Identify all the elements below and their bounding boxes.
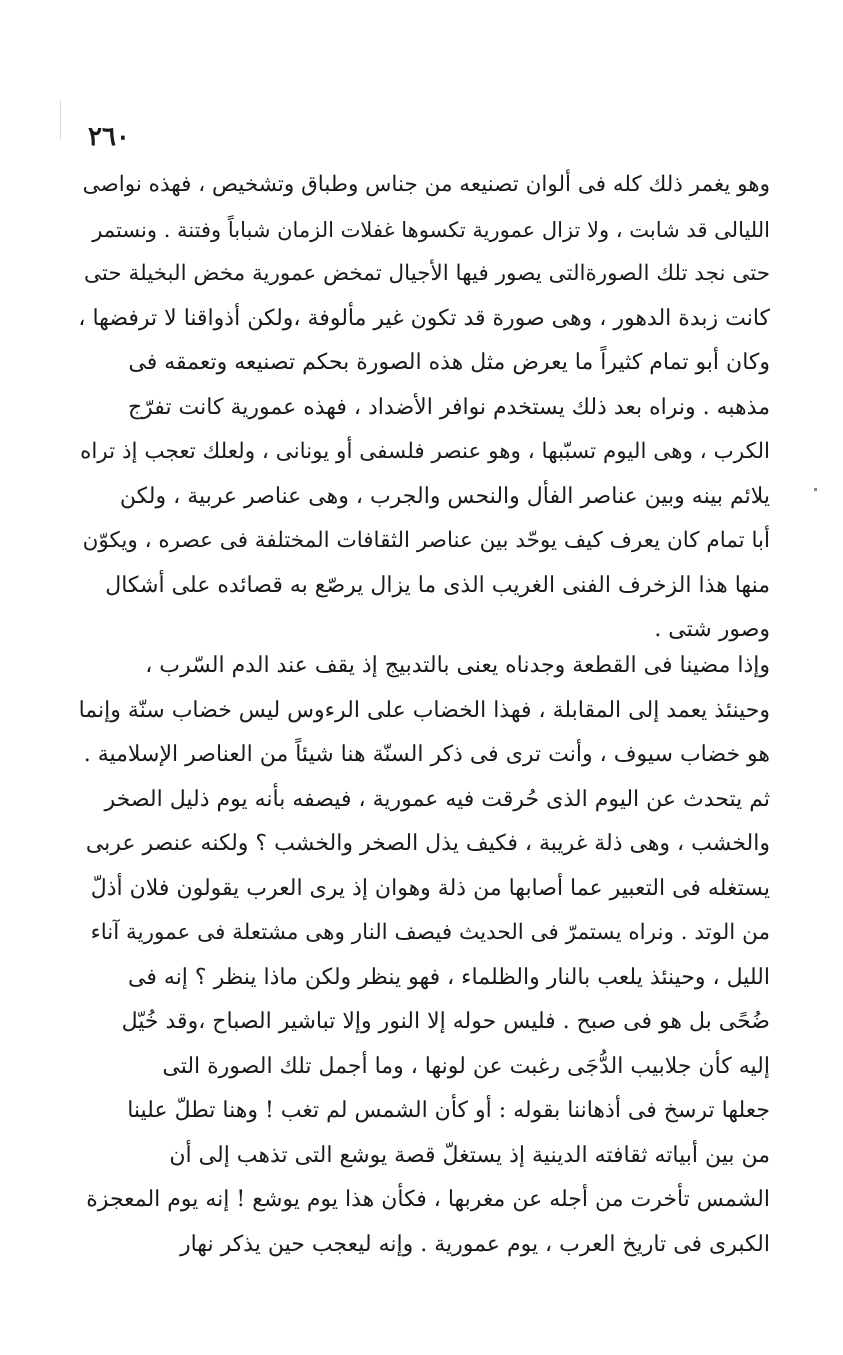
text-line: الشمس تأخرت من أجله عن مغربها ، فكأن هذا يوم يوشع ! إنه يوم المعجزة <box>86 1187 770 1212</box>
text-line: ضُحًى بل هو فى صبح . فليس حوله إلا النور وإلا تباشير الصباح ،وقد خُيّل <box>121 1009 770 1034</box>
page-number: ٢٦٠ <box>88 122 130 152</box>
text-line: الليل ، وحينئذ يلعب بالنار والظلماء ، فهو ينظر ولكن ماذا ينظر ؟ إنه فى <box>128 964 770 990</box>
text-line: مذهبه . ونراه بعد ذلك يستخدم نوافر الأضداد ، فهذه عمورية كانت تفرّج <box>127 394 770 420</box>
text-line: وكان أبو تمام كثيراً ما يعرض مثل هذه الصورة بحكم تصنيعه وتعمقه فى <box>128 350 770 375</box>
text-line: من بين أبياته ثقافته الدينية إذ يستغلّ قصة يوشع التى تذهب إلى أن <box>169 1142 770 1168</box>
text-line: هو خضاب سيوف ، وأنت ترى فى ذكر السنّة هنا شيئاً من العناصر الإسلامية . <box>83 742 770 767</box>
text-line: وصور شتى . <box>654 617 770 642</box>
text-line: والخشب ، وهى ذلة غريبة ، فكيف يذل الصخر والخشب ؟ ولكنه عنصر عربى <box>85 831 770 856</box>
text-line: يلائم بينه وبين عناصر الفأل والنحس والجرب ، وهى عناصر عربية ، ولكن <box>119 483 770 509</box>
text-line: وحينئذ يعمد إلى المقابلة ، فهذا الخضاب على الرءوس ليس خضاب سنّة وإنما <box>78 697 770 723</box>
paragraph-1 <box>78 163 770 653</box>
text-line: الكبرى فى تاريخ العرب ، يوم عمورية . وإنه ليعجب حين يذكر نهار <box>179 1231 770 1257</box>
text-line: الليالى قد شابت ، ولا تزال عمورية تكسوها غفلات الزمان شباباً وفتنة . ونستمر <box>92 217 770 242</box>
scan-margin-mark <box>60 100 61 140</box>
paragraph-2 <box>78 644 770 1267</box>
text-line: ثم يتحدث عن اليوم الذى حُرقت فيه عمورية ، فيصفه بأنه يوم ذليل الصخر <box>104 786 770 812</box>
text-line: جعلها ترسخ فى أذهاننا بقوله : أو كأن الشمس لم تغب ! وهنا تطلّ علينا <box>127 1098 770 1123</box>
scan-dot <box>814 488 817 491</box>
text-line: وإذا مضينا فى القطعة وجدناه يعنى بالتدبيج إذ يقف عند الدم السّرب ، <box>145 653 770 678</box>
text-line: كانت زبدة الدهور ، وهى صورة قد تكون غير مألوفة ،ولكن أذواقنا لا ترفضها ، <box>78 305 770 331</box>
text-line: وهو يغمر ذلك كله فى ألوان تصنيعه من جناس وطباق وتشخيص ، فهذه نواصى <box>82 172 770 197</box>
text-line: أبا تمام كان يعرف كيف يوحّد بين عناصر الثقافات المختلفة فى عصره ، ويكوّن <box>82 528 770 553</box>
text-line: يستغله فى التعبير عما أصابها من ذلة وهوان إذ يرى العرب يقولون فلان أذلّ <box>90 875 770 901</box>
text-line: منها هذا الزخرف الفنى الغريب الذى ما يزال يرصّع به قصائده على أشكال <box>105 572 770 598</box>
text-line: من الوتد . ونراه يستمرّ فى الحديث فيصف النار وهى مشتعلة فى عمورية آناء <box>90 920 770 945</box>
text-line: إليه كأن جلابيب الدُّجَى رغبت عن لونها ، وما أجمل تلك الصورة التى <box>162 1053 770 1079</box>
text-line: حتى نجد تلك الصورةالتى يصور فيها الأجيال تمخض عمورية مخض البخيلة حتى <box>84 261 770 286</box>
text-line: الكرب ، وهى اليوم تسبّبها ، وهو عنصر فلسفى أو يونانى ، ولعلك تعجب إذ تراه <box>80 439 770 464</box>
